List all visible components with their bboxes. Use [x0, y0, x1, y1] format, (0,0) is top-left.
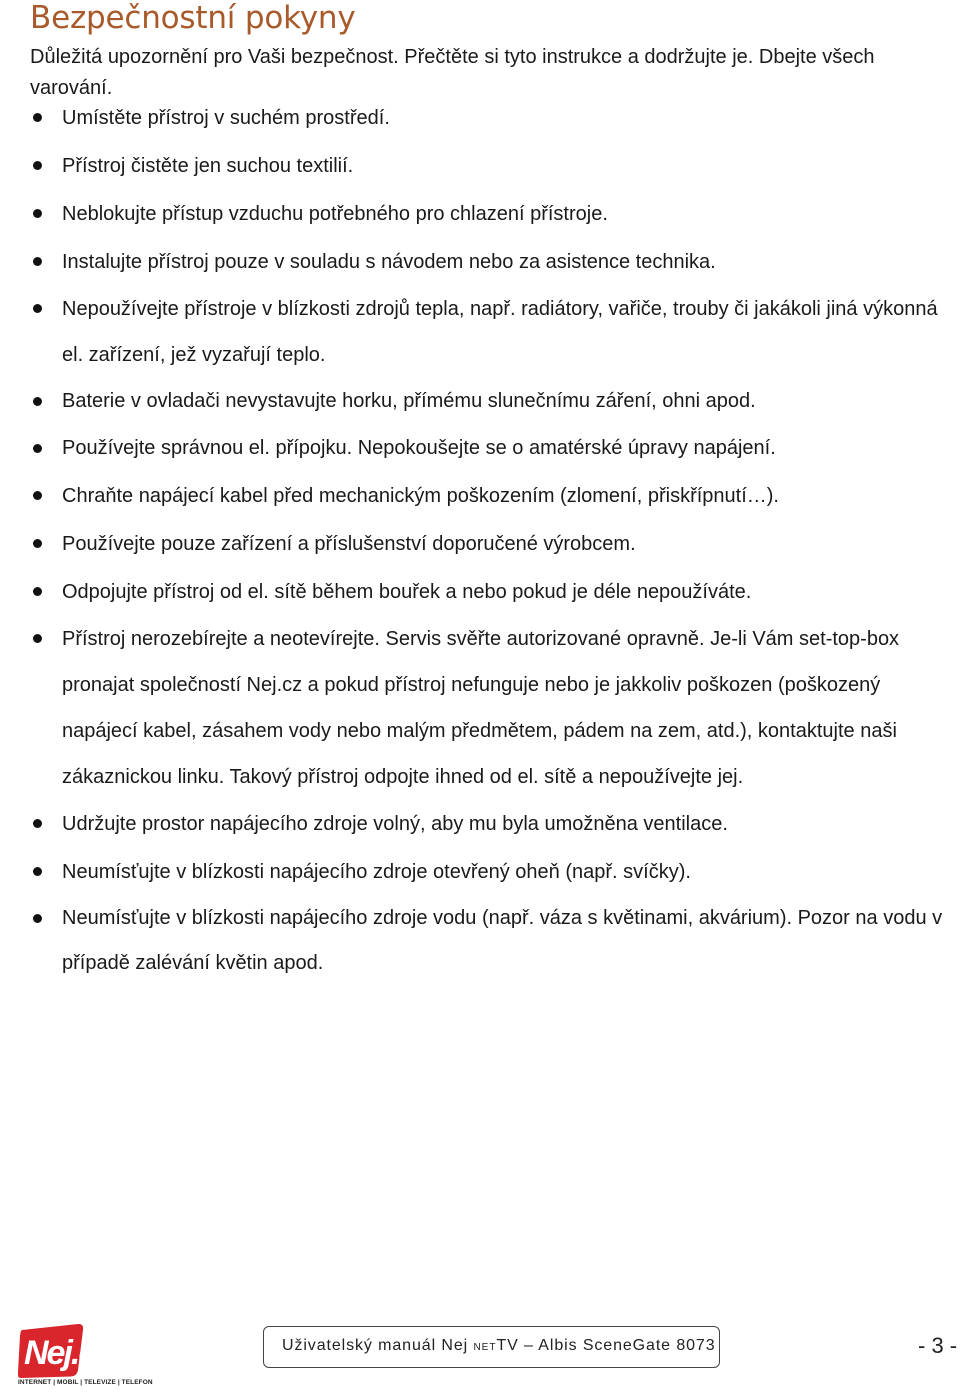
manual-prefix: Uživatelský manuál Nej — [282, 1337, 474, 1354]
bullet-icon — [33, 587, 42, 596]
list-item-text: Neumísťujte v blízkosti napájecího zdroje vodu (např. váza s květinami, akvárium). Pozor na vodu v případě zalévání květin apod. — [62, 907, 943, 974]
list-item — [0, 425, 960, 472]
list-item-text: Neblokujte přístup vzduchu potřebného pro chlazení přístroje. — [62, 203, 608, 225]
bullet-icon — [33, 257, 42, 266]
footer-manual-title — [282, 1337, 716, 1355]
page-number: - 3 - — [918, 1333, 958, 1358]
bullet-icon — [33, 867, 42, 876]
list-item-text: Používejte pouze zařízení a příslušenství doporučené výrobcem. — [62, 533, 636, 555]
list-item-text: Přístroj nerozebírejte a neotevírejte. Servis svěřte autorizované opravně. Je-li Vám set-top-box pronajat společností Nej.cz a pokud přístroj nefunguje nebo je jakkoliv poškozen (poškozený napájecí kabel, zásahem vody nebo malým předmětem, pádem na zem, atd.), kontaktujte naši zákaznickou linku. Takový přístroj odpojte ihned od el. sítě a nepoužívejte jej. — [62, 628, 900, 788]
list-item-text: Neumísťujte v blízkosti napájecího zdroje otevřený oheň (např. svíčky). — [62, 861, 691, 883]
safety-instructions-list — [0, 94, 960, 986]
bullet-icon — [33, 539, 42, 548]
nej-logo-mark — [18, 1322, 138, 1378]
bullet-icon — [33, 209, 42, 218]
manual-suffix: TV – Albis SceneGate 8073 — [496, 1337, 716, 1354]
list-item — [0, 238, 960, 286]
bullet-icon — [33, 914, 42, 923]
manual-net: NET — [473, 1342, 497, 1353]
bullet-icon — [33, 161, 42, 170]
list-item-text: Udržujte prostor napájecího zdroje volný, aby mu byla umožněna ventilace. — [62, 813, 728, 835]
list-item-text: Nepoužívejte přístroje v blízkosti zdrojů tepla, např. radiátory, vařiče, trouby či jakákoli jiná výkonná el. zařízení, jež vyzařují teplo. — [62, 298, 938, 366]
list-item-text: Instalujte přístroj pouze v souladu s návodem nebo za asistence technika. — [62, 251, 716, 273]
bullet-icon — [33, 819, 42, 828]
list-item — [0, 848, 960, 896]
logo-wordmark: Nej.cz — [24, 1334, 111, 1372]
list-item — [0, 568, 960, 616]
list-item-text: Odpojujte přístroj od el. sítě během bouřek a nebo pokud je déle nepoužíváte. — [62, 581, 752, 603]
footer-manual-box — [263, 1326, 720, 1368]
list-item — [0, 800, 960, 848]
list-item — [0, 616, 960, 800]
list-item-text: Chraňte napájecí kabel před mechanickým poškozením (zlomení, přiskřípnutí…). — [62, 485, 779, 507]
list-item — [0, 190, 960, 238]
list-item-text: Přístroj čistěte jen suchou textilií. — [62, 155, 354, 177]
nej-logo — [18, 1322, 153, 1392]
list-item-text: Umístěte přístroj v suchém prostředí. — [62, 107, 390, 129]
list-item — [0, 286, 960, 378]
list-item-text: Baterie v ovladači nevystavujte horku, přímému slunečnímu záření, ohni apod. — [62, 390, 756, 412]
list-item — [0, 520, 960, 568]
logo-tagline: INTERNET | MOBIL | TELEVIZE | TELEFON — [18, 1379, 153, 1386]
list-item — [0, 378, 960, 425]
bullet-icon — [33, 634, 42, 643]
page-title: Bezpečnostní pokyny — [30, 0, 356, 36]
list-item — [0, 142, 960, 190]
bullet-icon — [33, 444, 42, 453]
list-item — [0, 94, 960, 142]
list-item-text: Používejte správnou el. přípojku. Nepokoušejte se o amatérské úpravy napájení. — [62, 437, 776, 459]
bullet-icon — [33, 491, 42, 500]
bullet-icon — [33, 397, 42, 406]
bullet-icon — [33, 113, 42, 122]
bullet-icon — [33, 304, 42, 313]
list-item — [0, 896, 960, 986]
intro-paragraph: Důležitá upozornění pro Vaši bezpečnost. Přečtěte si tyto instrukce a dodržujte je. Dbejte všech varování. — [30, 46, 875, 99]
list-item — [0, 472, 960, 520]
